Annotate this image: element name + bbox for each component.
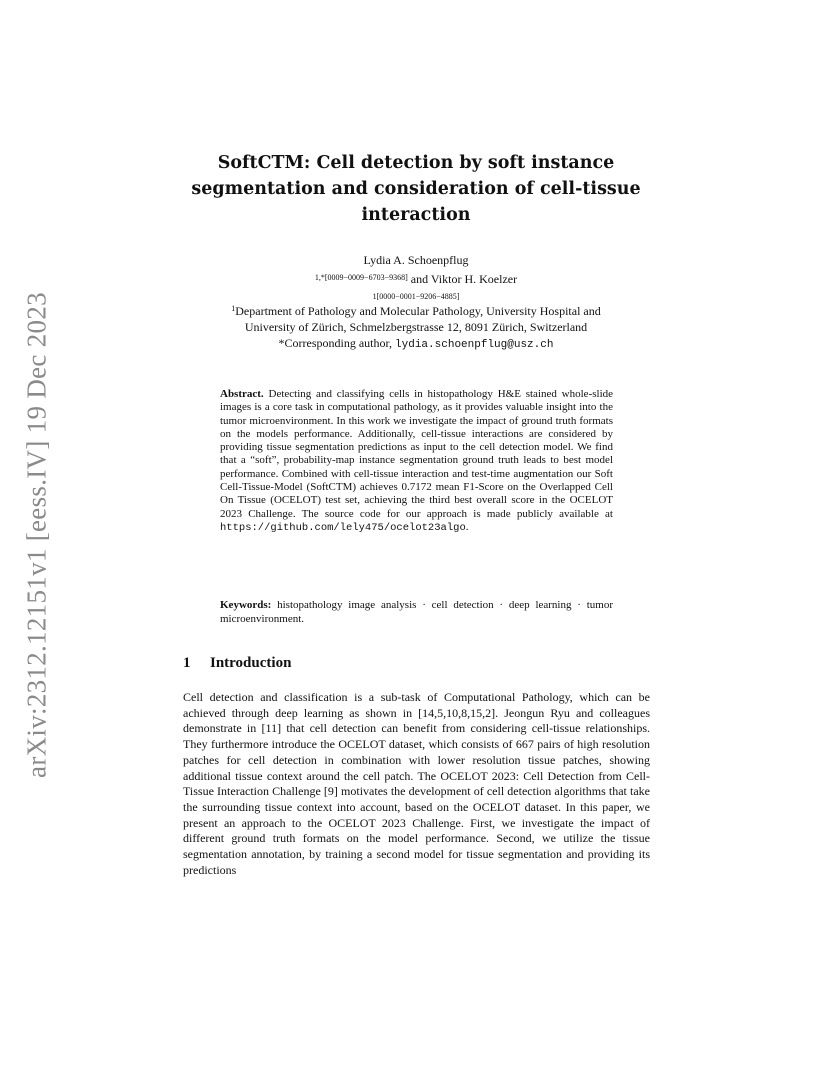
affiliation-line-2: University of Zürich, Schmelzbergstrasse 12, 8091 Zürich, Switzerland [244,320,588,334]
author-email[interactable]: lydia.schoenpflug@usz.ch [395,339,554,351]
author-1: Lydia A. Schoenpflug [363,253,469,267]
affiliation-line-1 [170,301,662,319]
author-1-marks: 1,* [314,273,325,282]
abstract-label: Abstract. [220,388,264,400]
affiliation-mark: 1 [231,304,236,313]
abstract-text: Detecting and classifying cells in histopathology H&E stained whole-slide images is a core task in computational pathology, as it provides valuable insight into the tumor microenvironment. In this work we investigate the impact of ground truth formats on the models performance. Additionally, cell-tissue interactions are considered by providing tissue segmentation predictions as input to the cell detection model. We find that a “soft”, probability-map instance segmentation ground truth leads to best model performance. Combined with cell-tissue interaction and test-time augmentation our Soft Cell-Tissue-Model (SoftCTM) achieves 0.7172 mean F1-Score on the Overlapped Cell On Tissue (OCELOT) test set, achieving the third best overall score in the OCELOT 2023 Challenge. The source code for our approach is made publicly available at [220,388,614,520]
keywords-label: Keywords: [220,599,272,611]
author-1-orcid: [0009−0009−6703−9368] [324,273,408,282]
author-line-2 [170,269,662,288]
arxiv-stamp: arXiv:2312.12151v1 [eess.IV] 19 Dec 2023 [21,292,52,778]
section-title: Introduction [210,655,292,671]
section-heading [183,655,291,672]
source-code-url[interactable]: https://github.com/lely475/ocelot23algo [220,521,466,534]
abstract [220,388,613,535]
paper-title: SoftCTM: Cell detection by soft instance segmentation and consideration of cell-tissue interaction [191,153,641,225]
affiliation-text-1: Department of Pathology and Molecular Pathology, University Hospital and [235,304,601,318]
abstract-end: . [465,520,469,533]
corresponding-author [170,335,662,353]
affiliation-block [170,301,662,353]
section-number: 1 [183,655,191,671]
author-block [170,252,662,305]
author-2-orcid: [0000−0001−9206−4885] [376,292,460,301]
introduction-paragraph: Cell detection and classification is a sub-task of Computational Pathology, which can be achieved through deep learning as shown in [14,5,10,8,15,2]. Jeongun Ryu and colleagues demonstrate in [11] that cell detection can benefit from considering cell-tissue relationships. They furthermore introduce the OCELOT dataset, which consists of 667 pairs of high resolution patches for cell detection in combination with lower resolution tissue patches, showing additional tissue context around the cell patch. The OCELOT 2023: Cell Detection from Cell-Tissue Interaction Challenge [9] motivates the development of cell detection algorithms that take the surrounding tissue context into account, based on the OCELOT dataset. In this paper, we present an approach to the OCELOT 2023 Challenge. First, we investigate the impact of different ground truth formats on the model performance. Second, we utilize the tissue segmentation annotation, by training a second model for tissue segmentation and providing its predictions [183,690,650,877]
author-2-marks: 1 [372,292,377,301]
keywords-text: histopathology image analysis · cell detection · deep learning · tumor microenvironment. [220,599,614,625]
keywords [220,598,613,626]
author-2: and Viktor H. Koelzer [410,272,518,286]
corresponding-label: *Corresponding author, [278,336,393,350]
